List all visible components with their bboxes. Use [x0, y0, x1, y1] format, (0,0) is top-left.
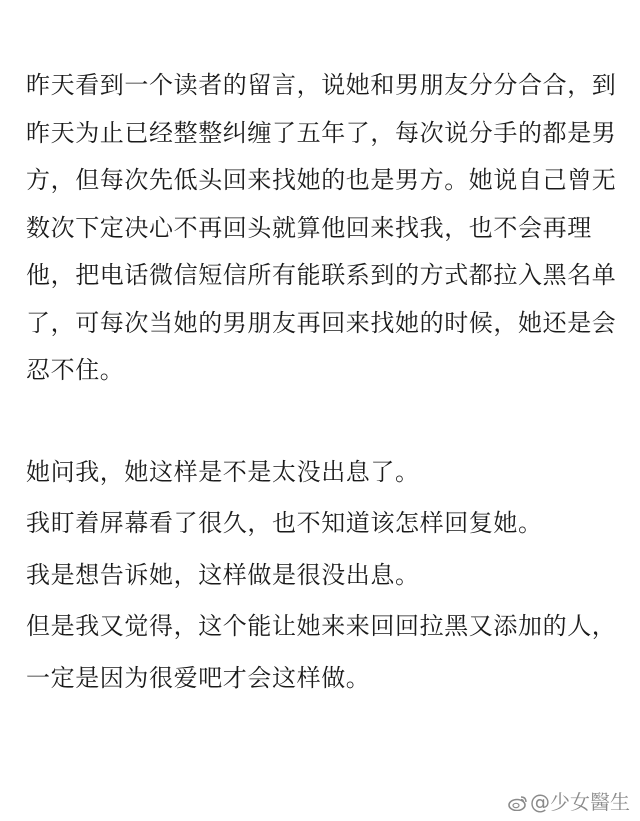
watermark-text: @少女醫生 — [530, 790, 630, 814]
article-body — [26, 0, 626, 704]
text-line: 昨天为止已经整整纠缠了五年了，每次说分手的都是男 — [26, 118, 617, 147]
text-line: 了，可每次当她的男朋友再回来找她的时候，她还是会 — [26, 308, 617, 337]
text-line: 我是想告诉她，这样做是很没出息。 — [26, 560, 420, 589]
text-line: 忍不住。 — [26, 356, 125, 384]
text-line: 我盯着屏幕看了很久，也不知道该怎样回复她。 — [26, 509, 543, 537]
weibo-watermark — [508, 786, 630, 815]
text-line: 她问我，她这样是不是太没出息了。 — [26, 457, 420, 486]
text-line: 昨天看到一个读者的留言，说她和男朋友分分合合，到 — [26, 71, 617, 99]
text-line: 他，把电话微信短信所有能联系到的方式都拉入黑名单 — [26, 261, 617, 289]
weibo-icon — [508, 792, 528, 808]
paragraph-reflection — [26, 395, 626, 705]
text-line: 数次下定决心不再回头就算他回来找我，也不会再理 — [26, 213, 592, 242]
text-line: 方，但每次先低头回来找她的也是男方。她说自己曾无 — [26, 166, 617, 194]
text-line: 但是我又觉得，这个能让她来来回回拉黑又添加的人， — [26, 612, 617, 640]
text-line: 一定是因为很爱吧才会这样做。 — [26, 663, 371, 692]
paragraph-story — [26, 0, 626, 395]
